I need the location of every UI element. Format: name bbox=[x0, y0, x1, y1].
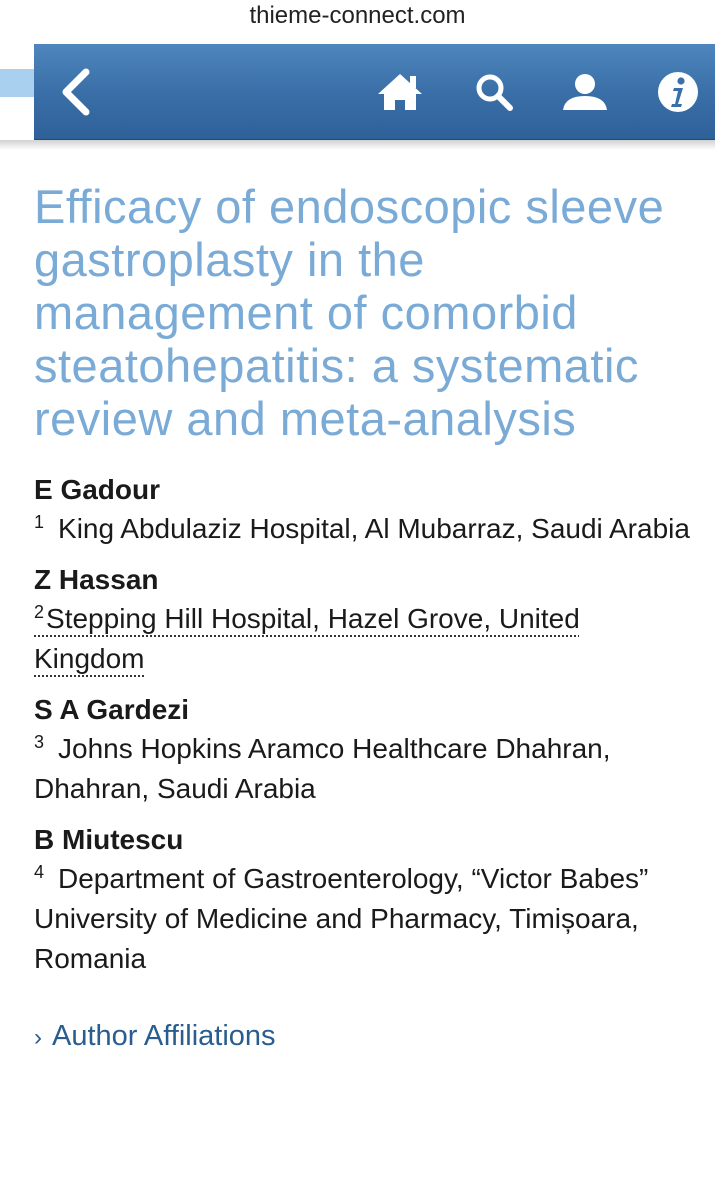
home-icon bbox=[376, 72, 424, 112]
author-entry bbox=[34, 823, 694, 979]
article-content bbox=[34, 180, 694, 1055]
author-affiliations-label: Author Affiliations bbox=[52, 1020, 276, 1052]
info-button[interactable] bbox=[650, 44, 706, 140]
author-name[interactable]: B Miutescu bbox=[34, 824, 184, 855]
author-name[interactable]: S A Gardezi bbox=[34, 694, 190, 725]
author-affiliation bbox=[34, 859, 694, 979]
affiliation-ref: 3 bbox=[34, 732, 45, 752]
author-name[interactable]: E Gadour bbox=[34, 474, 161, 505]
author-entry bbox=[34, 563, 694, 679]
author-entry bbox=[34, 693, 694, 809]
affiliation-ref: 2 bbox=[34, 602, 45, 622]
article-title: Efficacy of endoscopic sleeve gastroplasty in the management of comorbid steatohepatitis: a systematic review and meta-analysis bbox=[34, 180, 665, 445]
nav-strip-accent bbox=[0, 69, 34, 97]
user-icon bbox=[561, 72, 609, 112]
chevron-right-icon: › bbox=[34, 1024, 42, 1051]
author-affiliation bbox=[34, 729, 694, 809]
top-nav-bar bbox=[0, 44, 715, 140]
affiliation-text: Johns Hopkins Aramco Healthcare Dhahran, Dhahran, Saudi Arabia bbox=[34, 733, 611, 804]
author-list bbox=[34, 473, 694, 979]
home-button[interactable] bbox=[372, 44, 428, 140]
author-affiliation-link[interactable] bbox=[34, 599, 694, 679]
affiliation-ref: 4 bbox=[34, 862, 45, 882]
affiliation-text: Department of Gastroenterology, “Victor Babes” University of Medicine and Pharmacy, Timișoara, Romania bbox=[34, 863, 649, 974]
author-affiliations-link[interactable] bbox=[34, 1019, 694, 1055]
author-affiliation bbox=[34, 509, 694, 549]
affiliation-text: Stepping Hill Hospital, Hazel Grove, United Kingdom bbox=[34, 603, 580, 674]
nav-shadow bbox=[0, 140, 715, 150]
back-button[interactable] bbox=[46, 44, 106, 140]
info-icon bbox=[656, 70, 700, 114]
affiliation-text: King Abdulaziz Hospital, Al Mubarraz, Saudi Arabia bbox=[58, 513, 690, 544]
author-name[interactable]: Z Hassan bbox=[34, 564, 159, 595]
back-chevron-icon bbox=[56, 66, 96, 118]
browser-url-bar[interactable]: thieme-connect.com bbox=[0, 0, 715, 44]
search-icon bbox=[474, 72, 514, 112]
account-button[interactable] bbox=[556, 44, 614, 140]
affiliation-ref: 1 bbox=[34, 512, 45, 532]
search-button[interactable] bbox=[466, 44, 522, 140]
nav-left-strip bbox=[0, 44, 34, 140]
author-entry bbox=[34, 473, 694, 549]
